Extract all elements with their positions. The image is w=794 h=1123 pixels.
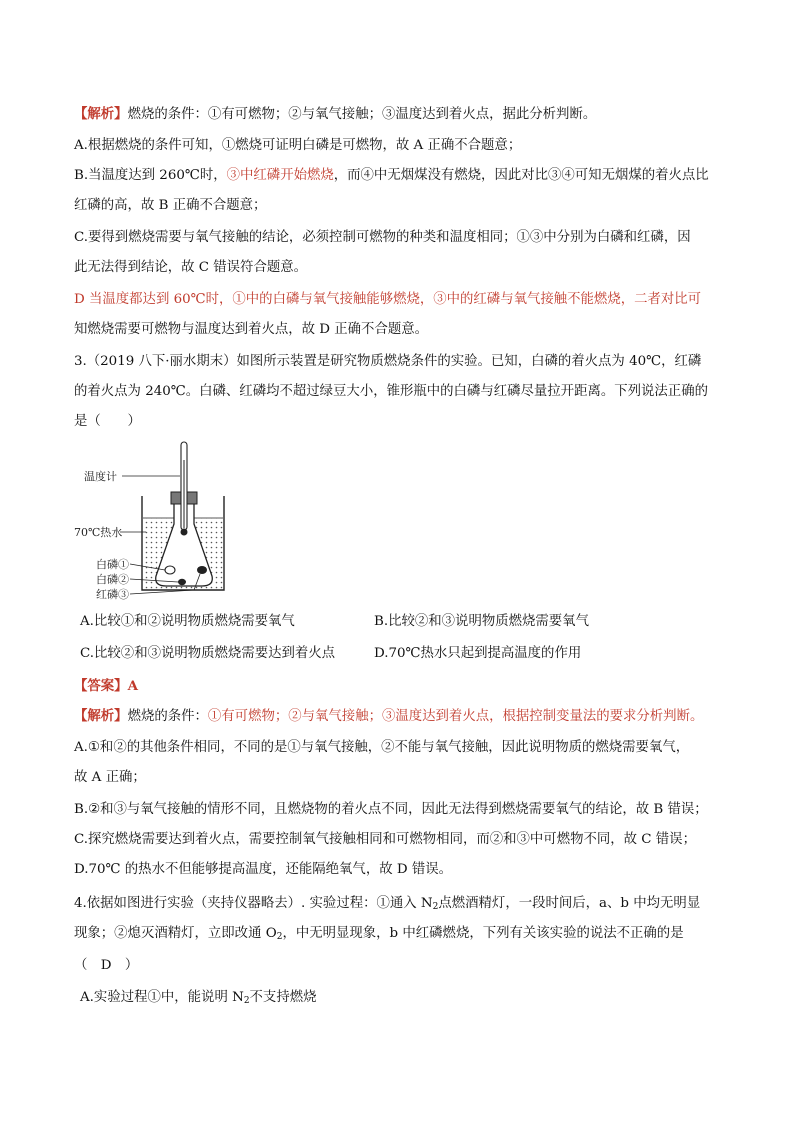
analysis-a: A.根据燃烧的条件可知，①燃烧可证明白磷是可燃物，故 A 正确不合题意； xyxy=(74,138,522,153)
analysis-text: 燃烧的条件：①有可燃物；②与氧气接触；③温度达到着火点，据此分析判断。 xyxy=(127,107,597,122)
question-3-line3: 是（ ） xyxy=(74,414,141,429)
analysis-line xyxy=(74,104,596,125)
analysis-b-line2: 红磷的高，故 B 正确不合题意； xyxy=(74,198,267,213)
analysis-c-line2: 此无法得到结论，故 C 错误符合题意。 xyxy=(74,260,308,275)
question-4-line2: 现象；②熄灭酒精灯，立即改通 $O_2$，中无明显现象，b 中红磷燃烧，下列有关该实验的说法不正确的是 xyxy=(74,926,684,942)
label-p2: 白磷② xyxy=(96,573,129,586)
answer-line xyxy=(74,676,138,697)
hot-water-label: 70℃热水 xyxy=(74,526,123,539)
option-d: D.70℃热水只起到提高温度的作用 xyxy=(374,646,582,661)
white-phosphorus-2 xyxy=(178,579,186,585)
experiment-figure xyxy=(74,440,244,600)
red-phosphorus-3 xyxy=(197,566,207,574)
answer-value: A xyxy=(127,678,138,694)
explain-b: B.②和③与氧气接触的情形不同，且燃烧物的着火点不同，因此无法得到燃烧需要氧气的结论，故 B 错误； xyxy=(74,802,708,817)
analysis-q3-line: 【解析】燃烧的条件：①有可燃物；②与氧气接触；③温度达到着火点，根据控制变量法的要求分析判断。 xyxy=(74,708,704,724)
question-3-line2: 的着火点为 240℃。白磷、红磷均不超过绿豆大小，锥形瓶中的白磷与红磷尽量拉开距离。下列说法正确的 xyxy=(74,384,708,399)
explain-a-line2: 故 A 正确； xyxy=(74,770,146,785)
label-p3: 红磷③ xyxy=(96,588,129,600)
analysis-b-line1: B.当温度达到 260℃时，③中红磷开始燃烧，而④中无烟煤没有燃烧，因此对比③④可知无烟煤的着火点比 xyxy=(74,168,709,183)
thermometer-label: 温度计 xyxy=(84,470,117,483)
analysis-c-line1: C.要得到燃烧需要与氧气接触的结论，必须控制可燃物的种类和温度相同；①③中分别为白磷和红磷，因 xyxy=(74,230,691,245)
explain-c: C.探究燃烧需要达到着火点，需要控制氧气接触相同和可燃物相同，而②和③中可燃物不同，故 C 错误； xyxy=(74,832,696,847)
answer-tag: 【答案】 xyxy=(74,678,128,694)
analysis-d-line1: D 当温度都达到 60℃时，①中的白磷与氧气接触能够燃烧，③中的红磷与氧气接触不能燃烧，二者对比可 xyxy=(74,292,702,307)
white-phosphorus-1 xyxy=(165,566,175,574)
explain-a-line1: A.①和②的其他条件相同，不同的是①与氧气接触，②不能与氧气接触，因此说明物质的燃烧需要氧气， xyxy=(74,740,690,755)
highlight-text: ③中红磷开始燃烧 xyxy=(226,168,334,183)
analysis-d-line2: 知燃烧需要可燃物与温度达到着火点，故 D 正确不合题意。 xyxy=(74,322,429,337)
question-3-line1: 3.（2019 八下·丽水期末）如图所示装置是研究物质燃烧条件的实验。已知，白磷的着火点为 40℃，红磷 xyxy=(74,354,702,369)
analysis-tag: 【解析】 xyxy=(74,708,128,724)
question-4-answer: （ D ） xyxy=(74,958,139,973)
analysis-tag: 【解析】 xyxy=(74,106,128,122)
question-4-line1: 4.依据如图进行实验（夹持仪器略去）. 实验过程：①通入 $N_2$点燃酒精灯，一段时间后，a、b 中均无明显 xyxy=(74,896,701,912)
option-b: B.比较②和③说明物质燃烧需要氧气 xyxy=(374,614,589,629)
option-c: C.比较②和③说明物质燃烧需要达到着火点 xyxy=(80,646,336,661)
explain-d: D.70℃ 的热水不但能够提高温度，还能隔绝氧气，故 D 错误。 xyxy=(74,862,453,877)
label-p1: 白磷① xyxy=(96,558,129,571)
option-a: A.比较①和②说明物质燃烧需要氧气 xyxy=(80,614,295,629)
question-4-option-a: A.实验过程①中，能说明 $N_2$不支持燃烧 xyxy=(80,990,317,1006)
